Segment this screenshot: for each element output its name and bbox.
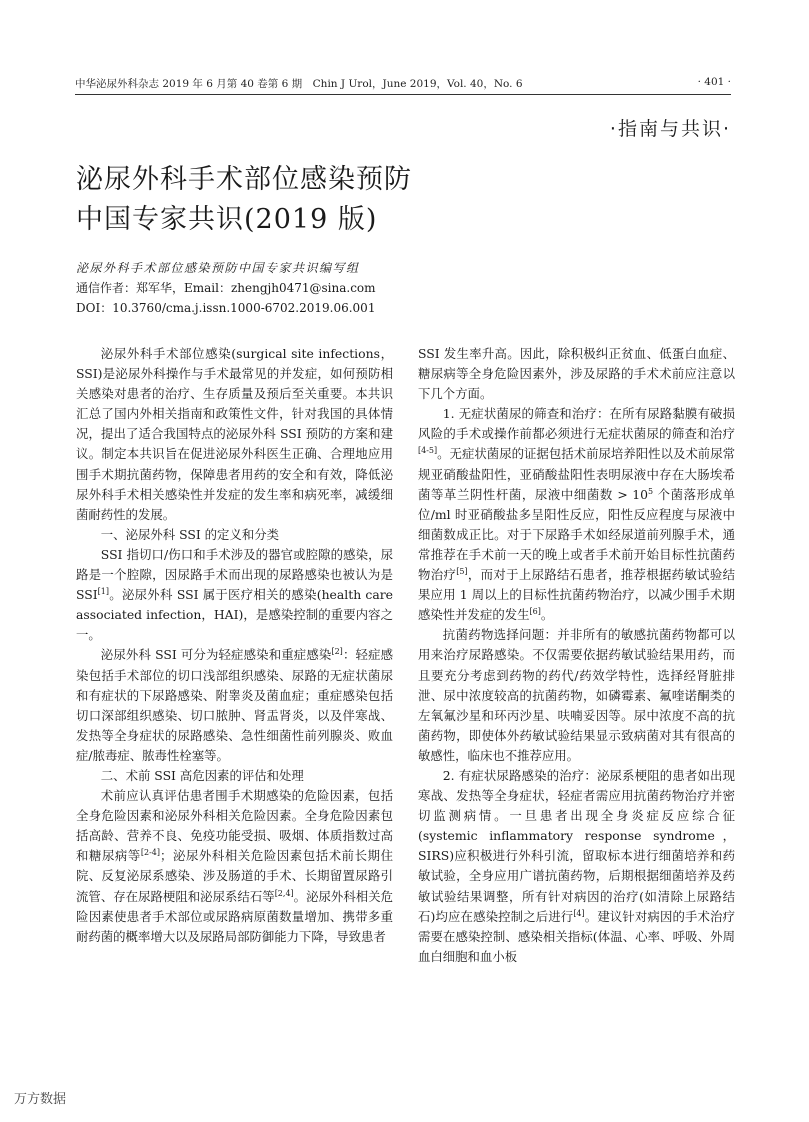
citation: [2,4] bbox=[274, 888, 294, 898]
section-heading: 二、术前 SSI 高危因素的评估和处理 bbox=[100, 767, 304, 783]
citation: [2-4] bbox=[140, 848, 161, 858]
header-rule bbox=[75, 94, 731, 95]
paragraph: SSI 指切口/伤口和手术涉及的器官或腔隙的感染，尿路是一个腔隙，因尿路手术而出现的尿路感染也被认为是 SSI[1]。泌尿外科 SSI 属于医疗相关的感染(health care associated infection，HAI)，是感染控制的重要内容之一。 bbox=[76, 546, 393, 643]
doi: DOI：10.3760/cma.j.issn.1000-6702.2019.06.001 bbox=[76, 301, 376, 315]
citation: [4] bbox=[573, 908, 585, 918]
paragraph: 术前应认真评估患者围手术期感染的危险因素，包括全身危险因素和泌尿外科相关危险因素。全身危险因素包括高龄、营养不良、免疫功能受损、吸烟、体质指数过高和糖尿病等[2-4]；泌尿外科相关危险因素包括术前长期住院、反复泌尿系感染、涉及肠道的手术、长期留置尿路引流管、存在尿路梗阻和泌尿系结石等[2,4]。泌尿外科相关危险因素使患者手术部位或尿路病原菌数量增加、携带多重耐药菌的概率增大以及尿路局部防御能力下降，导致患者 bbox=[76, 788, 394, 944]
paragraph: 抗菌药物选择问题：并非所有的敏感抗菌药物都可以用来治疗尿路感染。不仅需要依据药敏试验结果用药，而且要充分考虑到药物的药代/药效学特性，选择经肾脏排泄、尿中浓度较高的抗菌药物，如磷霉素、氟喹诺酮类的左氧氟沙星和环丙沙星、呋喃妥因等。尿中浓度不高的抗菌药物，即使体外药敏试验结果显示致病菌对其有很高的敏感性，临床也不推荐应用。 bbox=[418, 627, 735, 763]
superscript: 5 bbox=[648, 486, 654, 496]
citation: [5] bbox=[456, 566, 468, 576]
paragraph: 1. 无症状菌尿的筛查和治疗：在所有尿路黏膜有破损风险的手术或操作前都必须进行无症状菌尿的筛查和治疗[4-5]。无症状菌尿的证据包括术前尿培养阳性以及术前尿常规亚硝酸盐阳性，亚硝酸盐阳性表明尿液中存在大肠埃希菌等革兰阴性杆菌，尿液中细菌数 > $10^5$ 个菌落形成单位/ml 时亚硝酸盐多呈阳性反应，阳性反应程度与尿液中细菌数成正比。对于下尿路手术如经尿道前列腺手术，通常推荐在手术前一天的晚上或者手术前开始目标性抗菌药物治疗[5]，而对于上尿路结石患者，推荐根据药敏试验结果应用 1 周以上的目标性抗菌药物治疗，以减少围手术期感染性并发症的发生[6]。 bbox=[418, 406, 736, 623]
paragraph: 泌尿外科 SSI 可分为轻症感染和重症感染[2]：轻症感染包括手术部位的切口浅部组织感染、尿路的无症状菌尿和有症状的下尿路感染、附睾炎及菌血症；重症感染包括切口深部组织感染、切口脓肿、肾盂肾炎，以及伴寒战、发热等全身症状的尿路感染、急性细菌性前列腺炎、败血症/脓毒症、脓毒性栓塞等。 bbox=[76, 647, 394, 763]
citation: [2] bbox=[331, 647, 343, 657]
correspondence: 通信作者：郑军华，Email：zhengjh0471@sina.com bbox=[76, 281, 376, 295]
paragraph: SSI 发生率升高。因此，除积极纠正贫血、低蛋白血症、糖尿病等全身危险因素外，涉及尿路的手术术前应注意以下几个方面。 bbox=[418, 346, 735, 402]
title-line-2: 中国专家共识(2019 版) bbox=[76, 204, 378, 235]
running-header bbox=[75, 76, 731, 91]
article-meta bbox=[76, 258, 496, 318]
citation: [1] bbox=[97, 587, 109, 596]
title-line-1: 泌尿外科手术部位感染预防 bbox=[76, 164, 412, 195]
paragraph: 泌尿外科手术部位感染(surgical site infections，SSI)是泌尿外科操作与手术最常见的并发症，如何预防相关感染对患者的治疗、生存质量及预后至关重要。本共识汇总了国内外相关指南和政策性文件，针对我国的具体情况，提出了适合我国特点的泌尿外科 SSI 预防的方案和建议。制定本共识旨在促进泌尿外科医生正确、合理地应用围手术期抗菌药物，保障患者用药的安全和有效，降低泌尿外科手术相关感染性并发症的发生率和病死率，减缓细菌耐药性的发展。 bbox=[76, 346, 393, 522]
paragraph: 2. 有症状尿路感染的治疗：泌尿系梗阻的患者如出现寒战、发热等全身症状，轻症者需应用抗菌药物治疗并密切监测病情。一旦患者出现全身炎症反应综合征(systemic inflammatory response syndrome，SIRS)应积极进行外科引流，留取标本进行细菌培养和药敏试验，全身应用广谱抗菌药物，后期根据细菌培养及药敏试验结果调整，所有针对病因的治疗(如清除上尿路结石)均应在感染控制之后进行[4]。建议针对病因的手术治疗需要在感染控制、感染相关指标(体温、心率、呼吸、外周血白细胞和血小板 bbox=[418, 767, 735, 964]
journal-citation: 中华泌尿外科杂志 2019 年 6 月第 40 卷第 6 期 Chin J Urol，June 2019，Vol. 40，No. 6 bbox=[75, 78, 523, 90]
citation: [6] bbox=[529, 607, 541, 617]
watermark: 万方数据 bbox=[14, 1092, 67, 1107]
authors: 泌尿外科手术部位感染预防中国专家共识编写组 bbox=[76, 261, 360, 275]
left-column bbox=[76, 344, 393, 947]
page-number: · 401 · bbox=[697, 76, 731, 88]
section-heading: 一、泌尿外科 SSI 的定义和分类 bbox=[100, 526, 280, 542]
section-tag: ·指南与共识· bbox=[609, 118, 731, 140]
article-title bbox=[76, 160, 556, 240]
citation: [4-5] bbox=[418, 446, 438, 456]
right-column bbox=[418, 344, 735, 967]
